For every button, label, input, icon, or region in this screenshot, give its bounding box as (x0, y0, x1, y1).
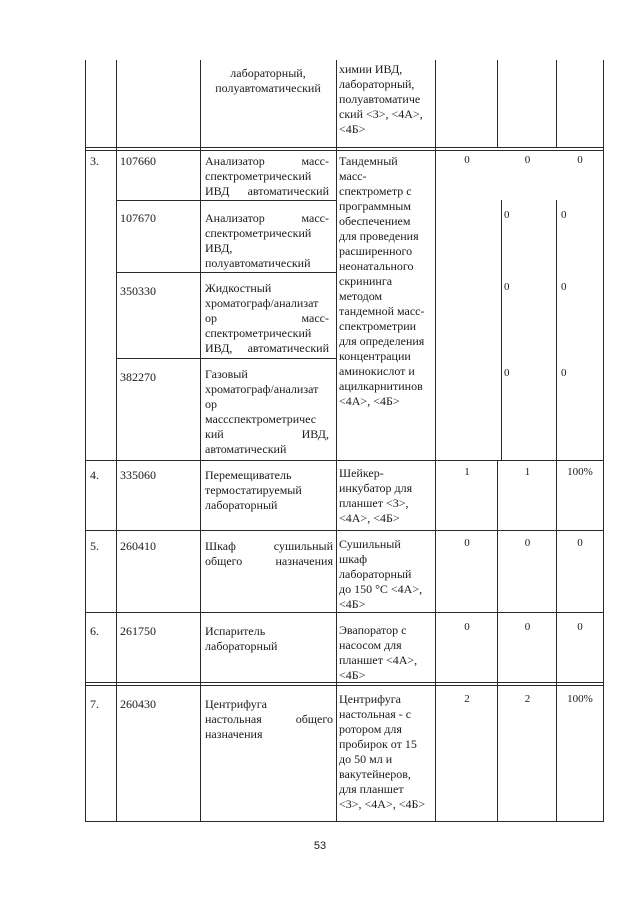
page-number: 53 (313, 840, 327, 852)
table-col-line (556, 60, 557, 147)
table-row-line (116, 272, 336, 273)
device-code: 382270 (120, 370, 156, 384)
device-description: Эвапоратор с насосом для планшет <4А>, <4Б> (339, 623, 418, 682)
row-number: 3. (90, 154, 99, 168)
value-cell: 0 (524, 621, 531, 633)
value-cell: 100% (567, 466, 593, 478)
device-name: лабораторный, полуавтоматический (215, 66, 321, 95)
device-code: 107670 (120, 211, 156, 225)
device-description: Сушильный шкаф лабораторный до 150 °С <4А>, <4Б> (339, 537, 423, 611)
device-name: Испаритель лабораторный (205, 624, 278, 653)
value-cell: 0 (524, 537, 531, 549)
value-cell: 0 (561, 281, 567, 293)
value-cell: 2 (524, 693, 531, 705)
table-col-line (497, 460, 498, 822)
device-code: 335060 (120, 468, 156, 482)
table-row-line (116, 200, 336, 201)
value-cell: 2 (464, 693, 470, 705)
table-col-line (336, 60, 337, 822)
table-col-line (200, 60, 201, 822)
device-code: 260430 (120, 697, 156, 711)
table-col-line (435, 147, 436, 460)
value-cell: 0 (577, 537, 583, 549)
device-code: 260410 (120, 539, 156, 553)
value-cell: 0 (577, 621, 583, 633)
device-name: Центрифуга настольная общего назначения (205, 697, 333, 741)
table-row-line (85, 150, 604, 151)
device-description: Центрифуга настольная - с ротором для пробирок от 15 до 50 мл и вакутейнеров, для планшет <3>, <4А>, <4Б> (339, 692, 426, 811)
device-code: 261750 (120, 624, 156, 638)
table-col-line (556, 200, 557, 460)
value-cell: 100% (567, 693, 593, 705)
table-row-line (116, 358, 336, 359)
value-cell: 0 (561, 209, 567, 221)
value-cell: 0 (504, 367, 510, 379)
device-name: Газовый хроматограф/анализат ор массспектрометричес кий ИВД, автоматический (205, 367, 329, 456)
device-name: Анализатор масс- спектрометрический ИВД автоматический (205, 154, 329, 198)
value-cell: 0 (464, 154, 470, 166)
table-row-line (85, 147, 604, 148)
table-row-line (85, 685, 604, 686)
value-cell: 0 (524, 154, 531, 166)
table-col-line (435, 60, 436, 147)
table-col-line (501, 200, 502, 460)
row-number: 5. (90, 539, 99, 553)
table-border-left (85, 60, 86, 822)
value-cell: 1 (464, 466, 470, 478)
device-description: Тандемный масс- спектрометр с программным обеспечением для проведения расширенного неонатального скрининга методом тандемной масс- спектрометрии для определения концентрации аминокислот и ацилкарнитинов <4А>, <4Б> (339, 154, 425, 408)
device-name: Шкаф сушильный общего назначения (205, 539, 333, 568)
table-col-line (556, 460, 557, 822)
table-row-line (85, 821, 604, 822)
table-col-line (435, 460, 436, 822)
device-name: Перемещиватель термостатируемый лабораторный (205, 468, 302, 512)
row-number: 6. (90, 624, 99, 638)
value-cell: 0 (504, 281, 510, 293)
value-cell: 0 (504, 209, 510, 221)
value-cell: 1 (524, 466, 531, 478)
device-description: Шейкер- инкубатор для планшет <3>, <4А>, <4Б> (339, 466, 413, 525)
table-row-line (85, 460, 604, 461)
row-number: 7. (90, 697, 99, 711)
device-code: 350330 (120, 284, 156, 298)
table-col-line (497, 60, 498, 147)
table-col-line (116, 60, 117, 822)
device-name: Жидкостный хроматограф/анализат ор масс- спектрометрический ИВД, автоматический (205, 281, 329, 355)
row-number: 4. (90, 468, 99, 482)
table-border-right (603, 60, 604, 822)
value-cell: 0 (577, 154, 583, 166)
value-cell: 0 (561, 367, 567, 379)
device-description: химии ИВД, лабораторный, полуавтоматиче ский <3>, <4А>, <4Б> (339, 62, 423, 136)
table-row-line (85, 612, 604, 613)
value-cell: 0 (464, 621, 470, 633)
device-code: 107660 (120, 154, 156, 168)
table-row-line (85, 530, 604, 531)
value-cell: 0 (464, 537, 470, 549)
device-name: Анализатор масс- спектрометрический ИВД, полуавтоматический (205, 211, 329, 270)
